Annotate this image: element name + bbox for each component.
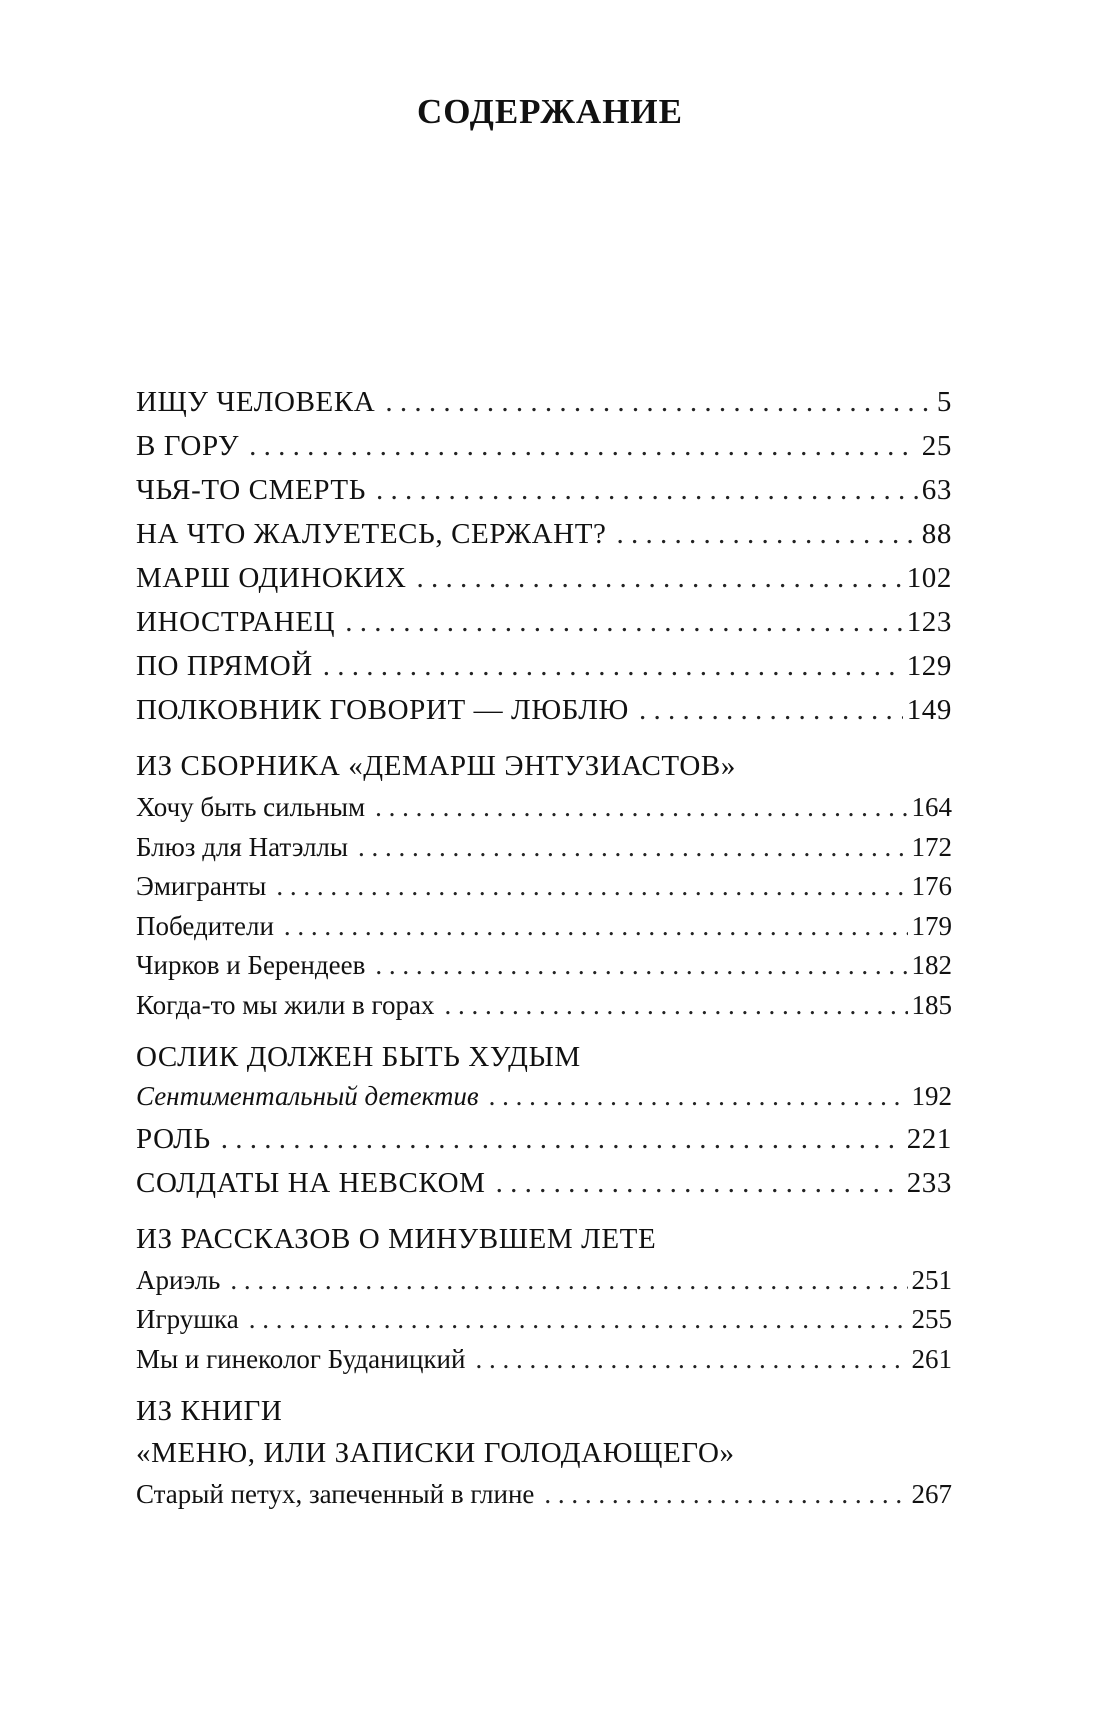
toc-entry (136, 1300, 952, 1340)
toc-entry-page: 255 (911, 1304, 952, 1334)
toc-entry (136, 986, 952, 1026)
toc-entry-page: 123 (906, 606, 952, 638)
toc-entry (136, 1475, 952, 1515)
toc-entry (136, 1161, 952, 1205)
toc-entry-title: Игрушка (136, 1304, 239, 1334)
dot-leader (475, 1340, 907, 1380)
toc-entry (136, 1117, 952, 1161)
toc-entry (136, 788, 952, 828)
page-title: СОДЕРЖАНИЕ (416, 92, 683, 131)
dot-leader (230, 1261, 907, 1301)
dot-leader (385, 380, 933, 424)
toc-entry (136, 1077, 952, 1117)
dot-leader (221, 1117, 903, 1161)
toc-entry (136, 512, 952, 556)
dot-leader (284, 907, 908, 947)
dot-leader (249, 1300, 908, 1340)
toc-entry-page: 129 (906, 650, 952, 682)
section-heading: ИЗ КНИГИ (136, 1395, 283, 1427)
toc-entry (136, 556, 952, 600)
toc-entry-title: Эмигранты (136, 871, 267, 901)
toc-entry-page: 221 (906, 1122, 952, 1155)
toc-entry-title: ЧЬЯ-ТО СМЕРТЬ (136, 474, 366, 506)
toc-entry-page: 182 (911, 950, 952, 980)
toc-entry-page: 176 (911, 871, 952, 901)
toc-entry (136, 828, 952, 868)
section-heading: ИЗ РАССКАЗОВ О МИНУВШЕМ ЛЕТЕ (136, 1222, 657, 1255)
toc-entry (136, 907, 952, 947)
dot-leader (249, 424, 918, 468)
toc-entry-page: 88 (921, 518, 952, 550)
dot-leader (417, 556, 903, 600)
toc-entry-page: 192 (911, 1081, 952, 1111)
toc-entry (136, 867, 952, 907)
toc-entry-title: НА ЧТО ЖАЛУЕТЕСЬ, СЕРЖАНТ? (136, 518, 607, 550)
dot-leader (358, 828, 907, 868)
toc-entry (136, 380, 952, 424)
toc-entry-page: 251 (911, 1264, 952, 1295)
toc-entry-page: 233 (906, 1166, 952, 1199)
dot-leader (496, 1161, 903, 1205)
toc-entry (136, 688, 952, 732)
toc-entry-title: ПОЛКОВНИК ГОВОРИТ — ЛЮБЛЮ (136, 694, 629, 726)
dot-leader (375, 788, 907, 828)
section-spacer (136, 1205, 952, 1217)
toc-entry-page: 164 (911, 792, 952, 822)
toc-entry-title: Ариэль (136, 1264, 221, 1295)
toc-entry (136, 946, 952, 986)
toc-entry-title: Победители (136, 910, 274, 941)
section-heading: ОСЛИК ДОЛЖЕН БЫТЬ ХУДЫМ (136, 1041, 581, 1073)
toc-entry-page: 185 (911, 989, 952, 1020)
dot-leader (639, 688, 903, 732)
toc-entry (136, 424, 952, 468)
dot-leader (323, 644, 903, 688)
toc-entry-page: 5 (936, 386, 952, 418)
toc-entry-title: Когда-то мы жили в горах (136, 989, 435, 1020)
dot-leader (375, 946, 907, 986)
dot-leader (276, 867, 907, 907)
toc-entry-page: 149 (906, 694, 952, 726)
toc-entry (136, 468, 952, 512)
toc-entry (136, 644, 952, 688)
toc-entry-title: МАРШ ОДИНОКИХ (136, 562, 407, 594)
table-of-contents (136, 380, 952, 1515)
section-spacer (136, 732, 952, 744)
toc-entry-title: Старый петух, запеченный в глине (136, 1479, 535, 1509)
dot-leader (617, 512, 918, 556)
toc-entry-page: 172 (911, 831, 952, 862)
section-heading-line2: «МЕНЮ, ИЛИ ЗАПИСКИ ГОЛОДАЮЩЕГО» (136, 1437, 735, 1469)
toc-entry (136, 1261, 952, 1301)
toc-entry-page: 261 (911, 1343, 952, 1374)
toc-entry-title: Чирков и Берендеев (136, 950, 366, 980)
toc-entry-title: ИНОСТРАНЕЦ (136, 606, 336, 638)
toc-entry-title: Блюз для Натэллы (136, 831, 349, 862)
toc-entry-title: ИЩУ ЧЕЛОВЕКА (136, 386, 376, 418)
toc-entry-title: Мы и гинеколог Буданицкий (136, 1343, 466, 1374)
toc-entry-title: Хочу быть сильным (136, 792, 366, 822)
toc-entry-page: 25 (921, 430, 952, 462)
toc-entry-page: 267 (911, 1479, 952, 1509)
toc-entry-title: ПО ПРЯМОЙ (136, 650, 313, 682)
toc-entry-title: РОЛЬ (136, 1122, 211, 1155)
dot-leader (444, 986, 907, 1026)
section-heading: ИЗ СБОРНИКА «ДЕМАРШ ЭНТУЗИАСТОВ» (136, 750, 736, 782)
section-spacer (136, 1379, 952, 1391)
dot-leader (376, 468, 918, 512)
toc-entry-subtitle: Сентиментальный детектив (136, 1081, 479, 1111)
toc-entry-title: В ГОРУ (136, 430, 240, 462)
toc-entry (136, 600, 952, 644)
dot-leader (345, 600, 902, 644)
toc-entry-page: 102 (906, 562, 952, 594)
dot-leader (489, 1077, 908, 1117)
toc-entry-page: 179 (911, 910, 952, 941)
toc-entry-page: 63 (921, 474, 952, 506)
section-spacer (136, 1025, 952, 1037)
toc-entry (136, 1340, 952, 1380)
dot-leader (544, 1475, 907, 1515)
toc-entry-title: СОЛДАТЫ НА НЕВСКОМ (136, 1166, 486, 1199)
